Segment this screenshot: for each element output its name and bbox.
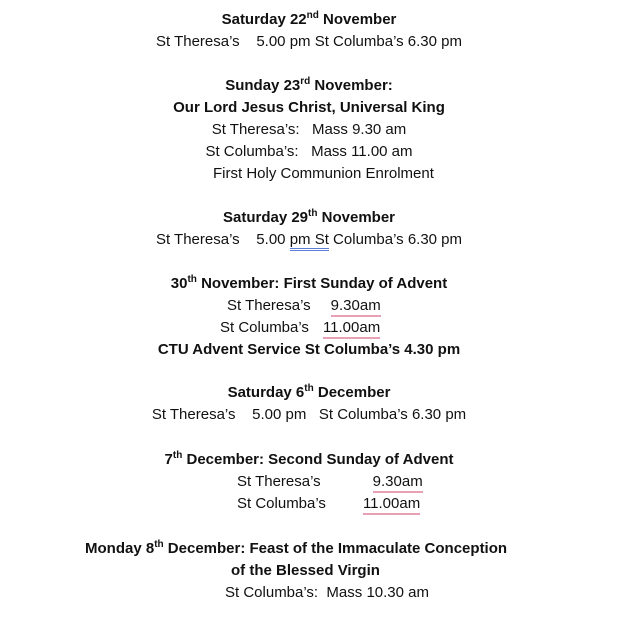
- feast-title: Our Lord Jesus Christ, Universal King: [173, 99, 445, 116]
- grammar-underlined-pm: pm: [290, 231, 311, 251]
- first-holy-communion-note: First Holy Communion Enrolment: [213, 165, 434, 182]
- mass-time-st-theresas: St Theresa’s: Mass 9.30 am: [211, 121, 407, 138]
- heading-saturday-22-november: Saturday 22nd November: [221, 10, 397, 28]
- ctu-advent-service: CTU Advent Service St Columba’s 4.30 pm: [157, 341, 461, 358]
- mass-times-line: St Theresa’s 5.00 pm St Columba’s 6.30 pm: [0, 230, 618, 250]
- heading-saturday-6-december: Saturday 6th December: [227, 383, 391, 401]
- mass-time-st-columbas: St Columba’s: Mass 11.00 am: [205, 143, 413, 160]
- heading-saturday-29-november: Saturday 29th November: [222, 208, 396, 226]
- mass-time-row: St Columba’s 11.00am: [237, 494, 420, 514]
- spell-underlined-time: 11.00am: [323, 319, 380, 339]
- mass-times-line: St Theresa’s 5.00 pm St Columba’s 6.30 pm: [151, 406, 467, 423]
- spell-underlined-time: 9.30am: [331, 297, 381, 317]
- spell-underlined-time: 9.30am: [373, 473, 423, 493]
- spell-underlined-time: 11.00am: [363, 495, 420, 515]
- heading-second-sunday-of-advent: 7th December: Second Sunday of Advent: [164, 450, 454, 468]
- mass-time-st-columbas: St Columba’s: Mass 10.30 am: [225, 584, 429, 601]
- mass-time-row: St Columba’s 11.00am: [220, 318, 380, 338]
- mass-time-row: St Theresa’s 9.30am: [227, 296, 381, 316]
- mass-times-line: St Theresa’s 5.00 pm St Columba’s 6.30 pm: [156, 33, 462, 50]
- heading-immaculate-conception: Monday 8th December: Feast of the Immaculate Conception: [85, 539, 508, 557]
- grammar-underlined-st: St: [315, 231, 329, 251]
- heading-first-sunday-of-advent: 30th November: First Sunday of Advent: [170, 274, 448, 292]
- feast-subtitle: of the Blessed Virgin: [231, 562, 380, 579]
- mass-time-row: St Theresa’s 9.30am: [237, 472, 423, 492]
- heading-sunday-23-november: Sunday 23rd November:: [225, 76, 393, 94]
